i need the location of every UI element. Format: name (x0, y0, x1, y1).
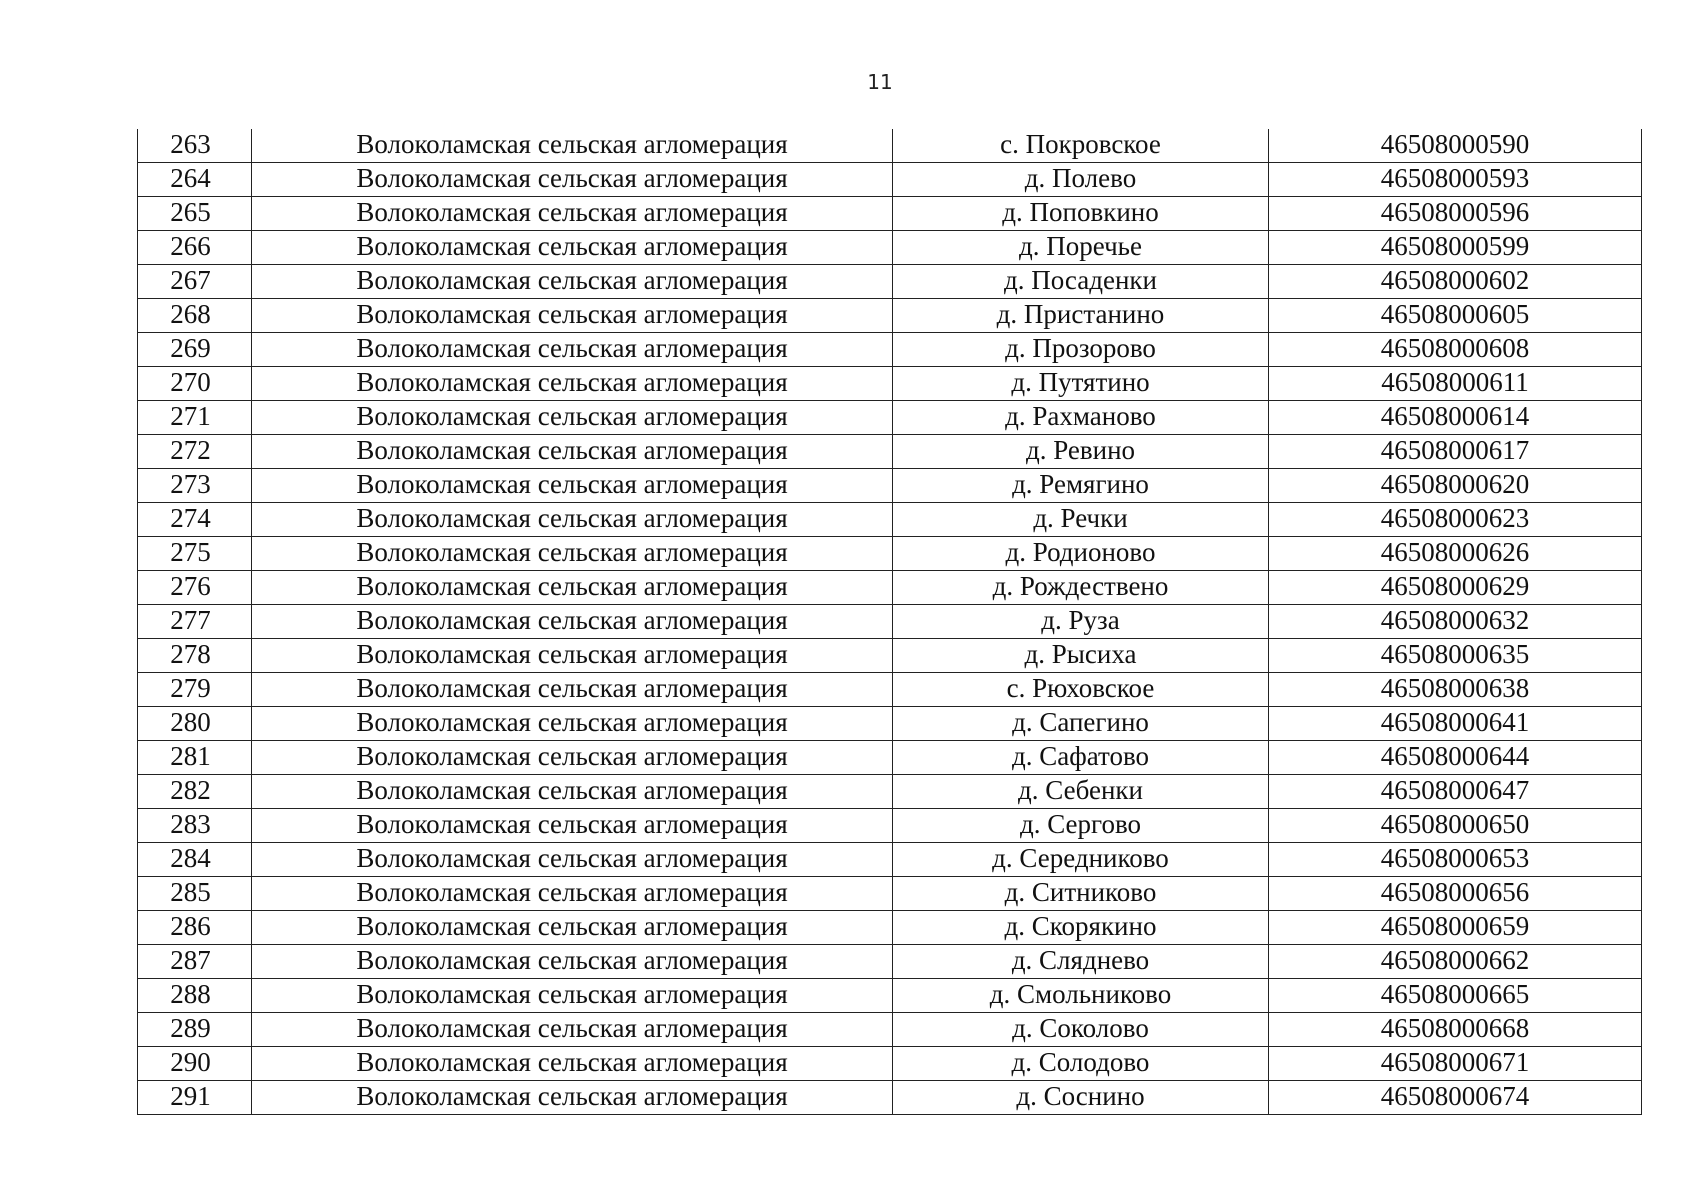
agglomeration-text: Волоколамская сельская агломерация (356, 809, 788, 839)
settlement-text: д. Руза (1041, 605, 1120, 635)
settlement-text: д. Себенки (1018, 775, 1143, 805)
oktmo-code-cell (1269, 1081, 1642, 1115)
agglomeration-cell (252, 877, 893, 911)
oktmo-code-cell (1269, 537, 1642, 571)
table-row (138, 571, 1642, 605)
row-number-cell (138, 129, 252, 163)
row-number-cell (138, 775, 252, 809)
row-number-text: 275 (170, 537, 211, 567)
oktmo-code-cell (1269, 333, 1642, 367)
settlement-text: д. Ремягино (1012, 469, 1149, 499)
row-number-cell (138, 911, 252, 945)
row-number-text: 277 (170, 605, 211, 635)
settlement-text: с. Рюховское (1006, 673, 1155, 703)
settlement-cell (893, 435, 1269, 469)
agglomeration-cell (252, 673, 893, 707)
table-row (138, 503, 1642, 537)
agglomeration-cell (252, 707, 893, 741)
oktmo-code-cell (1269, 945, 1642, 979)
oktmo-code-cell (1269, 809, 1642, 843)
row-number-text: 266 (170, 231, 211, 261)
row-number-text: 272 (170, 435, 211, 465)
agglomeration-text: Волоколамская сельская агломерация (356, 469, 788, 499)
agglomeration-text: Волоколамская сельская агломерация (356, 843, 788, 873)
oktmo-code-text: 46508000662 (1380, 945, 1530, 975)
oktmo-code-text: 46508000635 (1380, 639, 1530, 669)
table-row (138, 537, 1642, 571)
agglomeration-text: Волоколамская сельская агломерация (356, 673, 788, 703)
agglomeration-text: Волоколамская сельская агломерация (356, 605, 788, 635)
oktmo-code-cell (1269, 197, 1642, 231)
agglomeration-cell (252, 265, 893, 299)
row-number-cell (138, 1047, 252, 1081)
oktmo-code-text: 46508000602 (1380, 265, 1530, 295)
row-number-cell (138, 333, 252, 367)
agglomeration-cell (252, 163, 893, 197)
row-number-cell (138, 571, 252, 605)
settlement-text: д. Путятино (1011, 367, 1150, 397)
agglomeration-cell (252, 469, 893, 503)
oktmo-code-cell (1269, 163, 1642, 197)
table-row (138, 401, 1642, 435)
oktmo-code-cell (1269, 1047, 1642, 1081)
agglomeration-cell (252, 639, 893, 673)
oktmo-code-text: 46508000605 (1380, 299, 1530, 329)
row-number-text: 267 (170, 265, 211, 295)
oktmo-code-text: 46508000623 (1380, 503, 1530, 533)
settlement-text: д. Скорякино (1004, 911, 1157, 941)
row-number-cell (138, 707, 252, 741)
settlement-cell (893, 129, 1269, 163)
settlement-text: д. Полево (1024, 163, 1137, 193)
oktmo-code-cell (1269, 129, 1642, 163)
oktmo-code-text: 46508000620 (1380, 469, 1530, 499)
table-row (138, 197, 1642, 231)
settlement-text: д. Рысиха (1024, 639, 1137, 669)
settlement-text: д. Сафатово (1011, 741, 1150, 771)
settlement-cell (893, 571, 1269, 605)
settlement-text: д. Рождествено (992, 571, 1169, 601)
oktmo-code-text: 46508000644 (1380, 741, 1530, 771)
row-number-cell (138, 299, 252, 333)
oktmo-code-cell (1269, 435, 1642, 469)
row-number-cell (138, 945, 252, 979)
agglomeration-cell (252, 605, 893, 639)
settlement-cell (893, 605, 1269, 639)
oktmo-code-cell (1269, 1013, 1642, 1047)
agglomeration-cell (252, 299, 893, 333)
oktmo-code-cell (1269, 673, 1642, 707)
agglomeration-text: Волоколамская сельская агломерация (356, 639, 788, 669)
table-row (138, 265, 1642, 299)
oktmo-code-text: 46508000638 (1380, 673, 1530, 703)
settlement-cell (893, 809, 1269, 843)
settlement-cell (893, 1047, 1269, 1081)
agglomeration-text: Волоколамская сельская агломерация (356, 877, 788, 907)
oktmo-code-cell (1269, 469, 1642, 503)
agglomeration-cell (252, 401, 893, 435)
row-number-text: 264 (170, 163, 211, 193)
agglomeration-cell (252, 197, 893, 231)
table-row (138, 129, 1642, 163)
agglomeration-cell (252, 1013, 893, 1047)
oktmo-code-text: 46508000674 (1380, 1081, 1530, 1111)
row-number-text: 286 (170, 911, 211, 941)
row-number-text: 271 (170, 401, 211, 431)
table-row (138, 1047, 1642, 1081)
settlement-cell (893, 197, 1269, 231)
oktmo-code-text: 46508000647 (1380, 775, 1530, 805)
settlement-cell (893, 537, 1269, 571)
agglomeration-cell (252, 367, 893, 401)
oktmo-code-text: 46508000590 (1380, 129, 1530, 159)
agglomeration-text: Волоколамская сельская агломерация (356, 979, 788, 1009)
row-number-text: 289 (170, 1013, 211, 1043)
agglomeration-text: Волоколамская сельская агломерация (356, 401, 788, 431)
agglomeration-cell (252, 333, 893, 367)
oktmo-code-text: 46508000671 (1380, 1047, 1530, 1077)
oktmo-code-text: 46508000617 (1380, 435, 1530, 465)
row-number-text: 279 (170, 673, 211, 703)
oktmo-code-cell (1269, 367, 1642, 401)
settlement-text: д. Соснино (1016, 1081, 1145, 1111)
settlement-text: с. Покровское (1000, 129, 1161, 159)
settlement-text: д. Сляднево (1011, 945, 1150, 975)
row-number-text: 269 (170, 333, 211, 363)
oktmo-code-cell (1269, 401, 1642, 435)
settlement-text: д. Середниково (992, 843, 1169, 873)
table-row (138, 605, 1642, 639)
oktmo-code-cell (1269, 571, 1642, 605)
oktmo-code-text: 46508000656 (1380, 877, 1530, 907)
oktmo-code-cell (1269, 231, 1642, 265)
row-number-text: 290 (170, 1047, 211, 1077)
row-number-text: 268 (170, 299, 211, 329)
table-row (138, 877, 1642, 911)
settlement-cell (893, 1081, 1269, 1115)
settlement-cell (893, 333, 1269, 367)
oktmo-code-text: 46508000632 (1380, 605, 1530, 635)
settlement-cell (893, 265, 1269, 299)
table-row (138, 1081, 1642, 1115)
row-number-cell (138, 197, 252, 231)
agglomeration-text: Волоколамская сельская агломерация (356, 741, 788, 771)
row-number-text: 274 (170, 503, 211, 533)
settlement-table-body (138, 129, 1642, 1115)
table-row (138, 775, 1642, 809)
row-number-cell (138, 673, 252, 707)
row-number-text: 273 (170, 469, 211, 499)
oktmo-code-cell (1269, 877, 1642, 911)
agglomeration-text: Волоколамская сельская агломерация (356, 265, 788, 295)
settlement-cell (893, 877, 1269, 911)
agglomeration-text: Волоколамская сельская агломерация (356, 435, 788, 465)
row-number-text: 287 (170, 945, 211, 975)
row-number-cell (138, 435, 252, 469)
row-number-cell (138, 231, 252, 265)
row-number-cell (138, 163, 252, 197)
table-row (138, 333, 1642, 367)
settlement-cell (893, 673, 1269, 707)
table-row (138, 163, 1642, 197)
agglomeration-text: Волоколамская сельская агломерация (356, 129, 788, 159)
table-row (138, 843, 1642, 877)
agglomeration-cell (252, 775, 893, 809)
row-number-cell (138, 265, 252, 299)
table-row (138, 469, 1642, 503)
oktmo-code-cell (1269, 741, 1642, 775)
agglomeration-cell (252, 945, 893, 979)
row-number-text: 278 (170, 639, 211, 669)
settlement-text: д. Рахманово (1005, 401, 1156, 431)
agglomeration-text: Волоколамская сельская агломерация (356, 945, 788, 975)
table-row (138, 673, 1642, 707)
page-number: 11 (867, 70, 893, 94)
oktmo-code-text: 46508000653 (1380, 843, 1530, 873)
oktmo-code-text: 46508000608 (1380, 333, 1530, 363)
agglomeration-cell (252, 435, 893, 469)
row-number-cell (138, 741, 252, 775)
oktmo-code-text: 46508000596 (1380, 197, 1530, 227)
agglomeration-cell (252, 1047, 893, 1081)
table-row (138, 911, 1642, 945)
settlement-cell (893, 503, 1269, 537)
agglomeration-cell (252, 843, 893, 877)
settlement-cell (893, 299, 1269, 333)
oktmo-code-text: 46508000614 (1380, 401, 1530, 431)
settlement-text: д. Соколово (1012, 1013, 1149, 1043)
row-number-cell (138, 877, 252, 911)
settlement-cell (893, 979, 1269, 1013)
agglomeration-cell (252, 571, 893, 605)
settlement-text: д. Поповкино (1002, 197, 1159, 227)
agglomeration-text: Волоколамская сельская агломерация (356, 911, 788, 941)
oktmo-code-text: 46508000668 (1380, 1013, 1530, 1043)
agglomeration-text: Волоколамская сельская агломерация (356, 571, 788, 601)
agglomeration-text: Волоколамская сельская агломерация (356, 299, 788, 329)
settlement-cell (893, 707, 1269, 741)
settlement-text: д. Ревино (1025, 435, 1136, 465)
settlement-text: д. Пристанино (996, 299, 1165, 329)
oktmo-code-text: 46508000599 (1380, 231, 1530, 261)
agglomeration-cell (252, 503, 893, 537)
settlement-text: д. Речки (1033, 503, 1128, 533)
agglomeration-cell (252, 741, 893, 775)
row-number-text: 265 (170, 197, 211, 227)
row-number-text: 288 (170, 979, 211, 1009)
settlement-cell (893, 775, 1269, 809)
row-number-cell (138, 809, 252, 843)
row-number-text: 282 (170, 775, 211, 805)
settlement-text: д. Солодово (1011, 1047, 1150, 1077)
table-row (138, 741, 1642, 775)
agglomeration-text: Волоколамская сельская агломерация (356, 707, 788, 737)
table-row (138, 707, 1642, 741)
row-number-cell (138, 979, 252, 1013)
settlement-table (137, 129, 1642, 1115)
oktmo-code-cell (1269, 843, 1642, 877)
row-number-cell (138, 605, 252, 639)
settlement-cell (893, 469, 1269, 503)
oktmo-code-cell (1269, 639, 1642, 673)
table-row (138, 979, 1642, 1013)
settlement-text: д. Сергово (1019, 809, 1142, 839)
oktmo-code-text: 46508000611 (1381, 367, 1529, 397)
row-number-cell (138, 469, 252, 503)
row-number-cell (138, 503, 252, 537)
agglomeration-text: Волоколамская сельская агломерация (356, 333, 788, 363)
settlement-text: д. Родионово (1005, 537, 1156, 567)
oktmo-code-cell (1269, 707, 1642, 741)
row-number-text: 284 (170, 843, 211, 873)
settlement-cell (893, 843, 1269, 877)
row-number-text: 280 (170, 707, 211, 737)
oktmo-code-text: 46508000641 (1380, 707, 1530, 737)
table-row (138, 809, 1642, 843)
settlement-cell (893, 367, 1269, 401)
table-row (138, 367, 1642, 401)
agglomeration-text: Волоколамская сельская агломерация (356, 503, 788, 533)
oktmo-code-cell (1269, 775, 1642, 809)
agglomeration-cell (252, 129, 893, 163)
oktmo-code-text: 46508000659 (1380, 911, 1530, 941)
row-number-cell (138, 1081, 252, 1115)
table-row (138, 639, 1642, 673)
settlement-cell (893, 639, 1269, 673)
oktmo-code-cell (1269, 299, 1642, 333)
agglomeration-text: Волоколамская сельская агломерация (356, 537, 788, 567)
row-number-cell (138, 639, 252, 673)
settlement-cell (893, 231, 1269, 265)
oktmo-code-cell (1269, 979, 1642, 1013)
row-number-text: 281 (170, 741, 211, 771)
oktmo-code-cell (1269, 605, 1642, 639)
oktmo-code-text: 46508000650 (1380, 809, 1530, 839)
settlement-cell (893, 163, 1269, 197)
agglomeration-text: Волоколамская сельская агломерация (356, 231, 788, 261)
agglomeration-cell (252, 979, 893, 1013)
row-number-text: 270 (170, 367, 211, 397)
agglomeration-text: Волоколамская сельская агломерация (356, 197, 788, 227)
agglomeration-cell (252, 809, 893, 843)
table-row (138, 299, 1642, 333)
row-number-text: 283 (170, 809, 211, 839)
row-number-cell (138, 1013, 252, 1047)
agglomeration-text: Волоколамская сельская агломерация (356, 367, 788, 397)
row-number-cell (138, 367, 252, 401)
agglomeration-text: Волоколамская сельская агломерация (356, 1081, 788, 1111)
settlement-cell (893, 911, 1269, 945)
settlement-cell (893, 401, 1269, 435)
settlement-text: д. Смольниково (989, 979, 1172, 1009)
agglomeration-text: Волоколамская сельская агломерация (356, 1013, 788, 1043)
agglomeration-text: Волоколамская сельская агломерация (356, 775, 788, 805)
oktmo-code-text: 46508000626 (1380, 537, 1530, 567)
settlement-text: д. Прозорово (1005, 333, 1156, 363)
table-row (138, 1013, 1642, 1047)
table-row (138, 231, 1642, 265)
settlement-text: д. Поречье (1019, 231, 1142, 261)
row-number-text: 263 (170, 129, 211, 159)
row-number-cell (138, 537, 252, 571)
oktmo-code-cell (1269, 911, 1642, 945)
oktmo-code-cell (1269, 503, 1642, 537)
agglomeration-cell (252, 537, 893, 571)
settlement-cell (893, 945, 1269, 979)
settlement-cell (893, 741, 1269, 775)
oktmo-code-text: 46508000593 (1380, 163, 1530, 193)
table-row (138, 435, 1642, 469)
agglomeration-cell (252, 911, 893, 945)
settlement-text: д. Ситниково (1004, 877, 1157, 907)
row-number-cell (138, 843, 252, 877)
settlement-text: д. Сапегино (1012, 707, 1149, 737)
row-number-text: 291 (170, 1081, 211, 1111)
oktmo-code-cell (1269, 265, 1642, 299)
agglomeration-cell (252, 231, 893, 265)
oktmo-code-text: 46508000665 (1380, 979, 1530, 1009)
agglomeration-text: Волоколамская сельская агломерация (356, 163, 788, 193)
oktmo-code-text: 46508000629 (1380, 571, 1530, 601)
row-number-text: 285 (170, 877, 211, 907)
agglomeration-text: Волоколамская сельская агломерация (356, 1047, 788, 1077)
settlement-cell (893, 1013, 1269, 1047)
table-row (138, 945, 1642, 979)
row-number-cell (138, 401, 252, 435)
agglomeration-cell (252, 1081, 893, 1115)
settlement-text: д. Посаденки (1004, 265, 1157, 295)
row-number-text: 276 (170, 571, 211, 601)
